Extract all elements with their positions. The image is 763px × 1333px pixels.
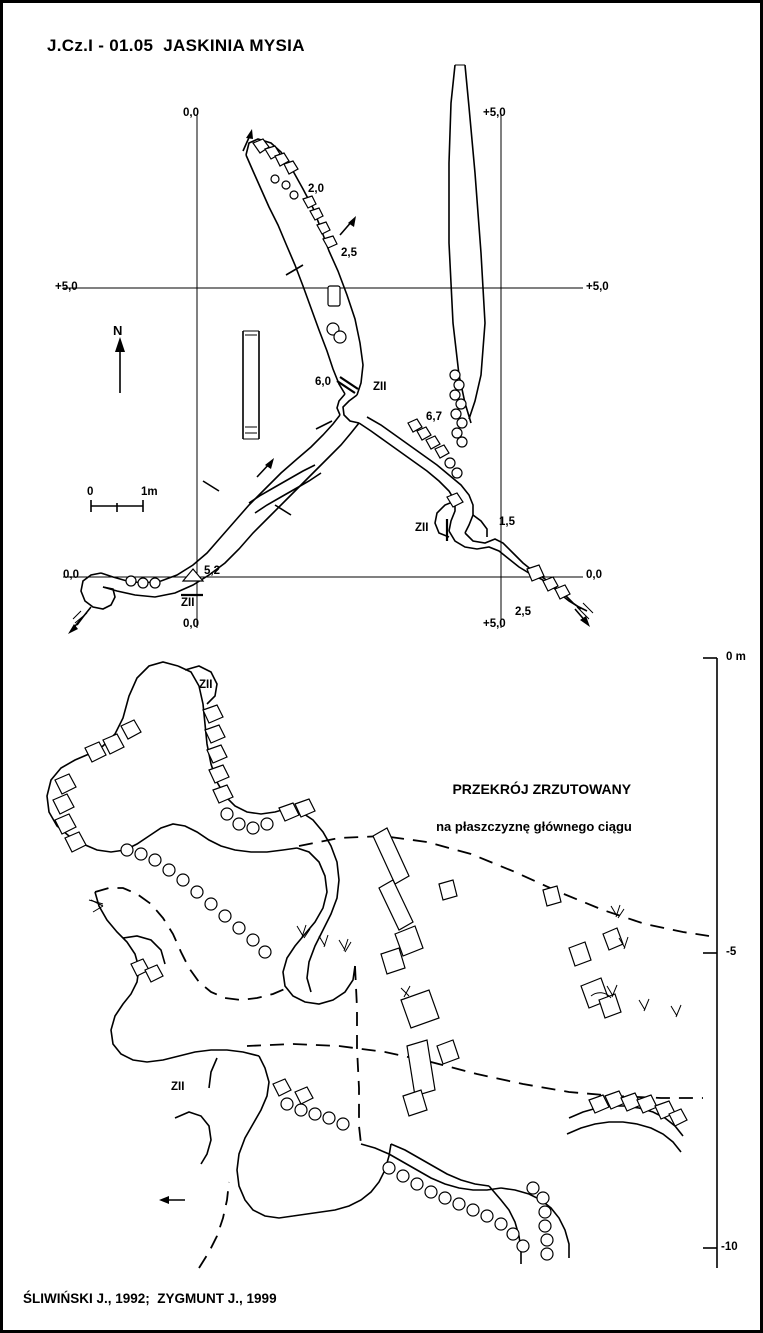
profile-section-mark-1: ZII: [199, 679, 213, 691]
profile-view-drawing: [3, 648, 763, 1328]
scale-bar: [91, 500, 143, 512]
profile-caption-line1: PRZEKRÓJ ZRZUTOWANY: [452, 780, 632, 797]
profile-caption: [389, 761, 679, 873]
plan-label-bottom-left: 0,0: [183, 618, 199, 630]
depth-axis-label-0: 0 m: [726, 651, 746, 663]
plan-label-left-bottom: 0,0: [63, 569, 79, 581]
plan-rock-debris: [126, 139, 570, 599]
depth-label-2-0: 2,0: [308, 183, 324, 195]
depth-label-5-2: 5,2: [204, 565, 220, 577]
depth-axis-label-5: -5: [726, 946, 737, 958]
depth-label-1-5: 1,5: [499, 516, 515, 528]
plan-label-bottom-right: +5,0: [483, 618, 506, 630]
plan-label-left-mid: +5,0: [55, 281, 78, 293]
depth-label-6-0: 6,0: [315, 376, 331, 388]
plan-label-top-right: +5,0: [483, 107, 506, 119]
depth-label-2-5-b: 2,5: [515, 606, 531, 618]
depth-label-2-5: 2,5: [341, 247, 357, 259]
plan-section-mark-2: ZII: [415, 522, 429, 534]
depth-label-6-7: 6,7: [426, 411, 442, 423]
north-arrow-icon: [115, 337, 125, 393]
page-title: J.Cz.I - 01.05 JASKINIA MYSIA: [47, 36, 305, 55]
profile-section-mark-2: ZII: [171, 1081, 185, 1093]
credits-text: ŚLIWIŃSKI J., 1992; ZYGMUNT J., 1999: [23, 1291, 277, 1306]
depth-axis-label-10: -10: [721, 1241, 738, 1253]
profile-caption-line2: na płaszczyznę głównego ciągu: [436, 818, 632, 834]
plan-passage-outlines: [73, 65, 593, 625]
plan-section-mark-3: ZII: [181, 597, 195, 609]
profile-depth-axis: [703, 658, 717, 1268]
plan-label-top-left: 0,0: [183, 107, 199, 119]
plan-section-mark-1: ZII: [373, 381, 387, 393]
plan-label-right-bottom: 0,0: [586, 569, 602, 581]
plan-section-ticks: [181, 377, 447, 595]
scale-one-meter-label: 1m: [141, 486, 158, 498]
scale-zero-label: 0: [87, 486, 94, 498]
north-label: N: [113, 323, 123, 338]
plan-label-right-mid: +5,0: [586, 281, 609, 293]
